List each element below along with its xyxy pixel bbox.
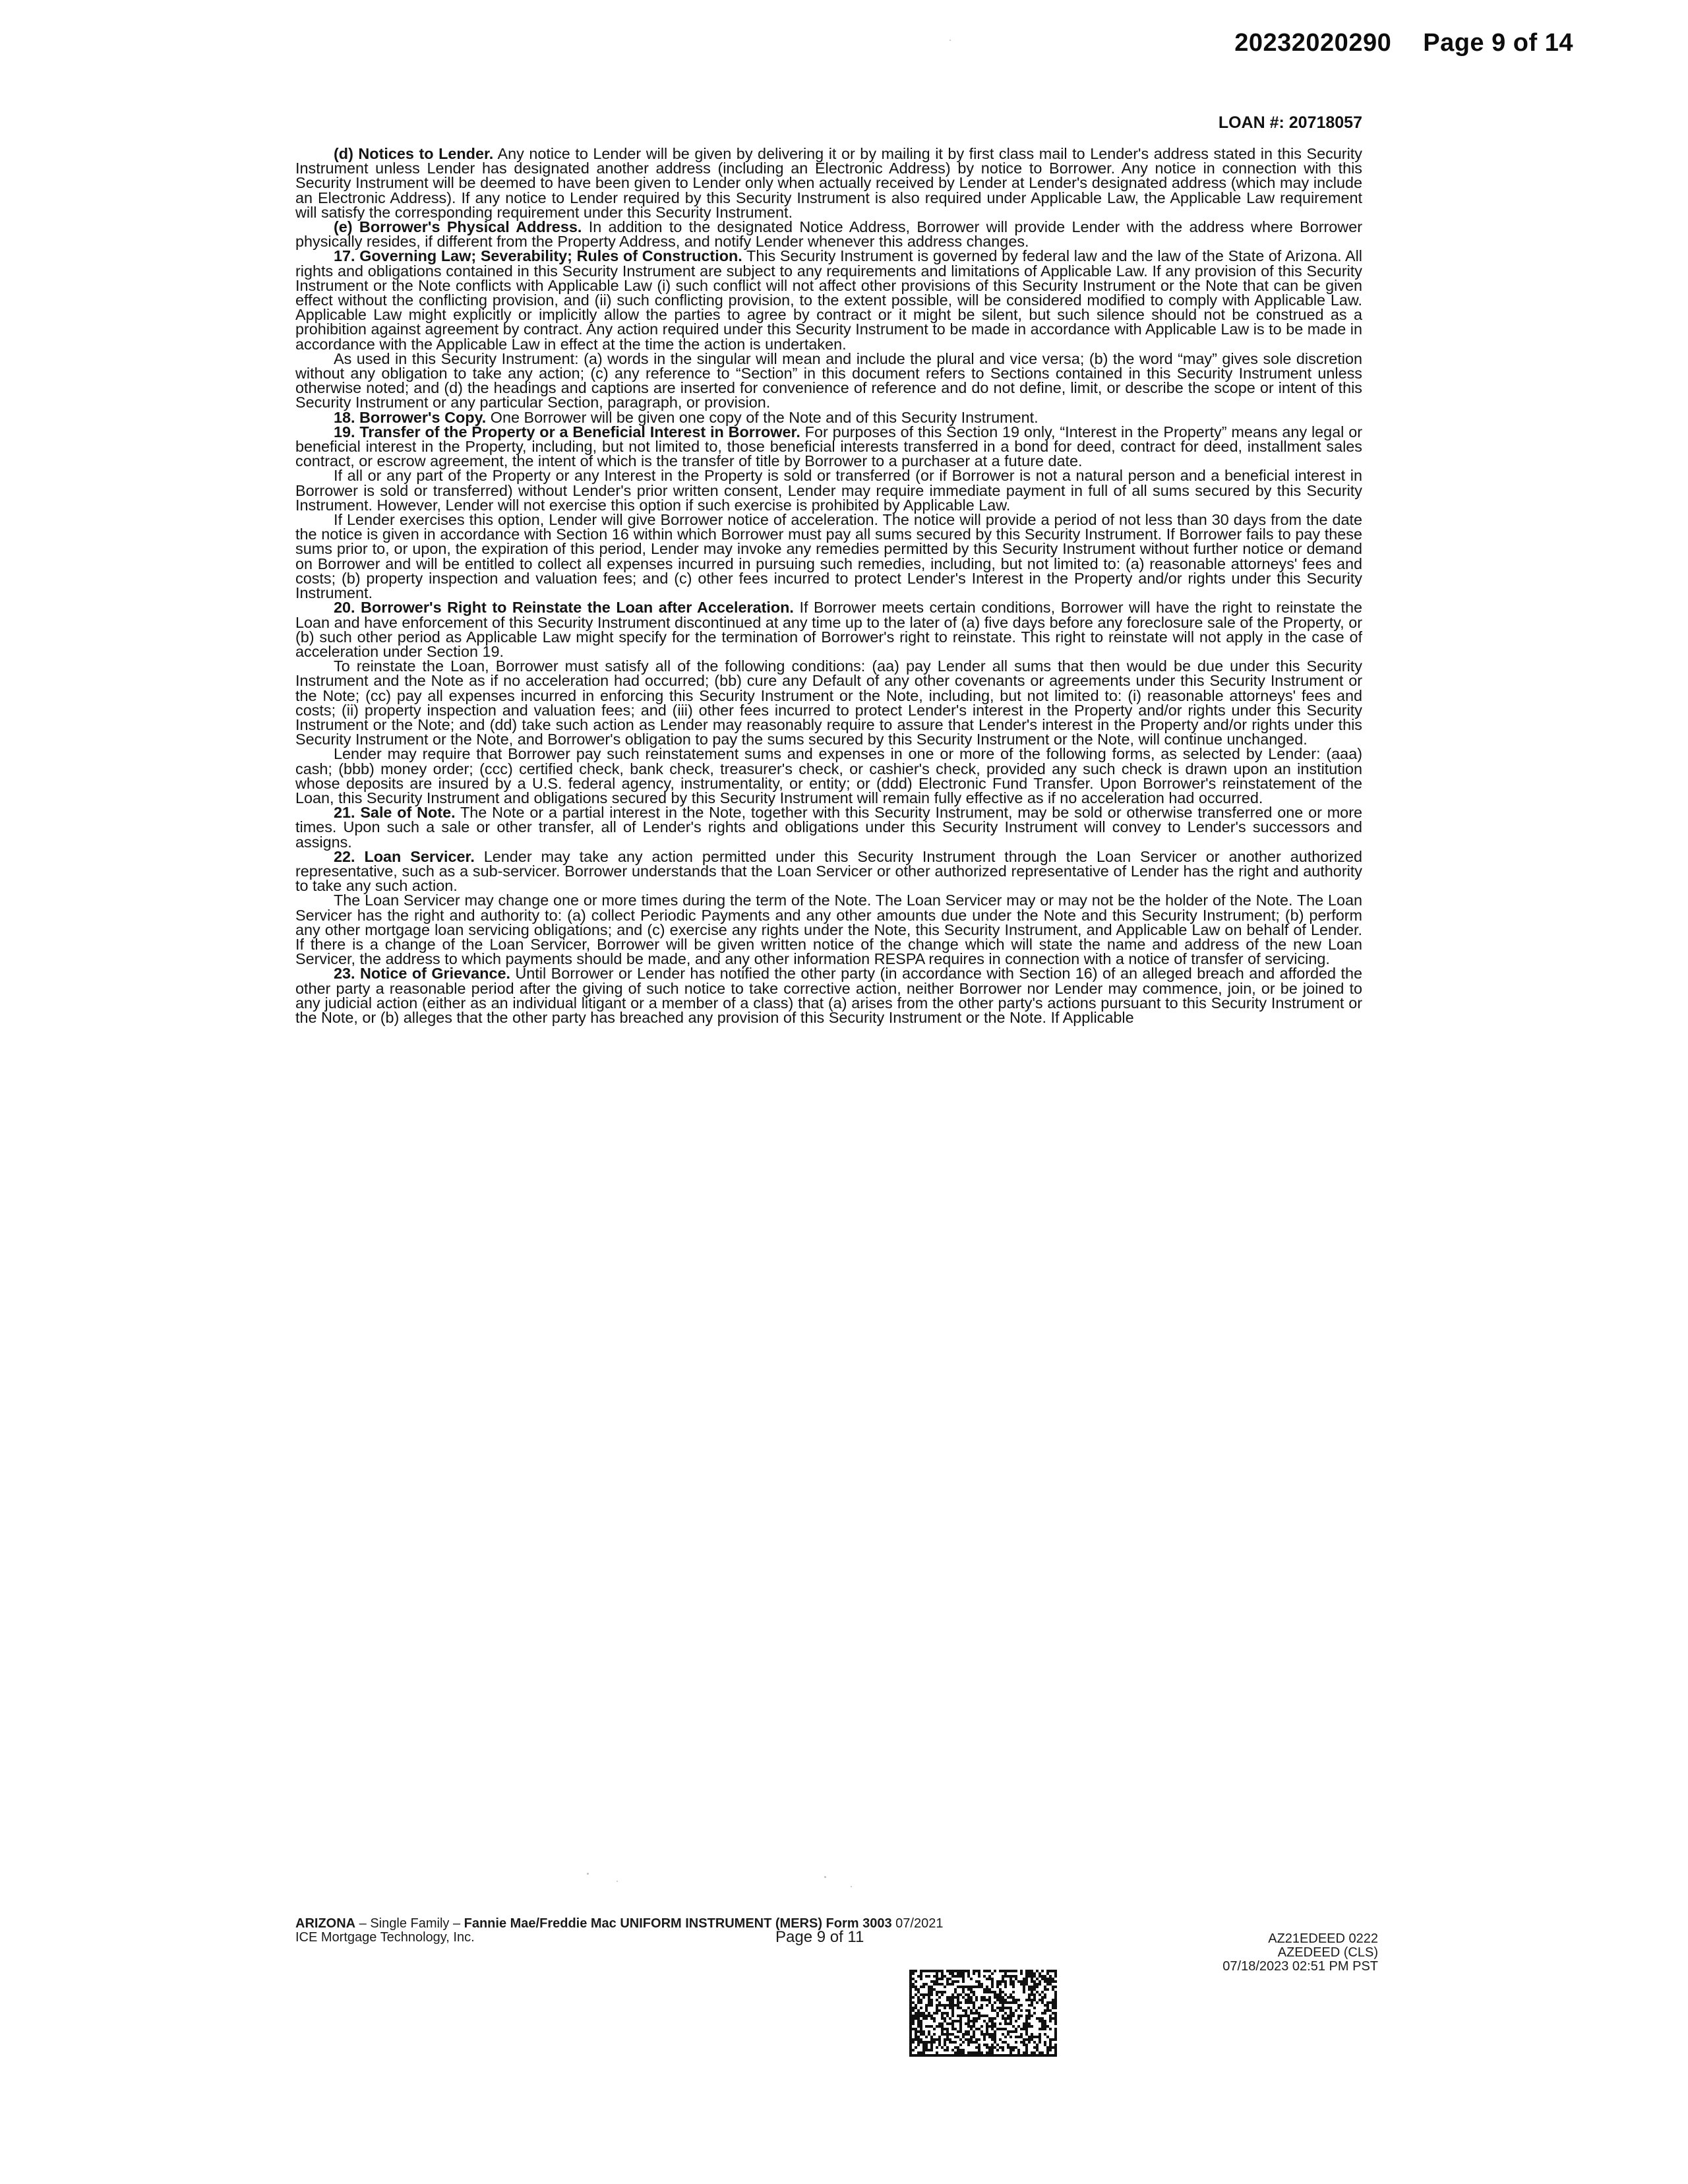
recording-page-number: Page 9 of 14 xyxy=(1423,29,1573,57)
section-22-loan-servicer xyxy=(295,849,1362,894)
paragraph-heading: 18. Borrower's Copy. xyxy=(334,408,487,426)
barcode-icon xyxy=(909,1970,1057,2057)
document-body xyxy=(295,146,1362,1851)
paragraph-text: The Note or a partial interest in the Note, together with this Security Instrument, may be sold or otherwise transferred one or more times. Upon such a sale or other transfer, all of Lender's rights and obligations under this Security Instrument will convey to Lender's successors and assigns. xyxy=(295,804,1362,851)
paragraph-text: Any notice to Lender will be given by delivering it or by mailing it by first class mail to Lender's address stated in this Security Instrument unless Lender has designated another address (including an Electronic Address) by notice to Borrower. Any notice in connection with this Security Instrument will be deemed to have been given to Lender only when actually received by Lender at Lender's designated address (which may include an Electronic Address). If any notice to Lender required by this Security Instrument is also required under Applicable Law, the Applicable Law requirement will satisfy the corresponding requirement under this Security Instrument. xyxy=(295,146,1362,221)
paragraph-text: As used in this Security Instrument: (a) words in the singular will mean and include the plural and vice versa; (b) the word “may” gives sole discretion without any obligation to take any action; (c) any reference to “Section” in this document refers to Sections contained in this Security Instrument unless otherwise noted; and (d) the headings and captions are inserted for convenience of reference and do not define, limit, or describe the scope or intent of this Security Instrument or any particular Section, paragraph, or provision. xyxy=(295,349,1362,411)
section-21-sale-of-note xyxy=(295,805,1362,849)
paragraph-servicer-change xyxy=(295,893,1362,966)
footer-company: ICE Mortgage Technology, Inc. xyxy=(295,1930,475,1945)
footer-state: ARIZONA xyxy=(295,1916,356,1931)
paragraph-text: If Lender exercises this option, Lender will give Borrower notice of acceleration. The notice will provide a period of not less than 30 days from the date the notice is given in accordance with Section 16 within which Borrower must pay all sums secured by this Security Instrument. If Borrower fails to pay these sums prior to, or upon, the expiration of this period, Lender may invoke any remedies permitted by this Security Instrument without further notice or demand on Borrower and will be entitled to collect all expenses incurred in pursuing such remedies, including, but not limited to: (a) reasonable attorneys' fees and costs; (b) property inspection and valuation fees; and (c) other fees incurred to protect Lender's Interest in the Property and/or rights under this Security Instrument. xyxy=(295,511,1362,602)
footer-code-2: AZEDEED (CLS) xyxy=(1277,1945,1378,1960)
footer-timestamp: 07/18/2023 02:51 PM PST xyxy=(1222,1959,1378,1974)
paragraph-text: Lender may take any action permitted under this Security Instrument through the Loan Servicer or another authorized representative, such as a sub-servicer. Borrower understands that the Loan Servicer or other authorized representative of Lender has the right and authority to take any such action. xyxy=(295,847,1362,895)
paragraph-rules-of-construction xyxy=(295,351,1362,410)
paragraph-text: In addition to the designated Notice Address, Borrower will provide Lender with the address where Borrower physically resides, if different from the Property Address, and notify Lender whenever this address changes. xyxy=(295,218,1362,251)
section-17-governing-law xyxy=(295,249,1362,351)
paragraph-text: The Loan Servicer may change one or more times during the term of the Note. The Loan Servicer may or may not be the holder of the Note. The Loan Servicer has the right and authority to: (a) collect Periodic Payments and any other amounts due under the Note and this Security Instrument; (b) perform any other mortgage loan servicing obligations; and (c) exercise any rights under the Note, this Security Instrument, and Applicable Law on behalf of Lender. If there is a change of the Loan Servicer, Borrower will be given written notice of the change which will state the name and address of the new Loan Servicer, the address to which payments should be made, and any other information RESPA requires in connection with a notice of transfer of servicing. xyxy=(295,892,1362,968)
paragraph-reinstatement-payment-forms xyxy=(295,746,1362,805)
scan-speck xyxy=(851,1886,852,1887)
paragraph-text: Until Borrower or Lender has notified the other party (in accordance with Section 16) of an alleged breach and afforded the other party a reasonable period after the giving of such notice to take corrective action, neither Borrower nor Lender may commence, join, or be joined to any judicial action (either as an individual litigant or a member of a class) that (a) arises from the other party's actions pursuant to this Security Instrument or the Note, or (b) alleges that the other party has breached any provision of this Security Instrument or the Note. If Applicable xyxy=(295,965,1362,1026)
paragraph-sale-without-consent xyxy=(295,468,1362,512)
document-number: 20232020290 xyxy=(1234,29,1392,57)
footer-code-1: AZ21EDEED 0222 xyxy=(1268,1931,1378,1946)
footer-form-name: Fannie Mae/Freddie Mac UNIFORM INSTRUMENT (MERS) Form 3003 xyxy=(464,1916,892,1931)
scan-speck xyxy=(824,1876,826,1878)
paragraph-text: This Security Instrument is governed by federal law and the law of the State of Arizona. All rights and obligations contained in this Security Instrument are subject to any requirements and limitations of Applicable Law. If any provision of this Security Instrument or the Note conflicts with Applicable Law (i) such conflict will not affect other provisions of this Security Instrument or the Note that can be given effect without the conflicting provision, and (ii) such conflicting provision, to the extent possible, will be considered modified to comply with Applicable Law. Applicable Law might explicitly or implicitly allow the parties to agree by contract or it might be silent, but such silence should not be construed as a prohibition against agreement by contract. Any action required under this Security Instrument to be made in accordance with Applicable Law is to be made in accordance with the Applicable Law in effect at the time the action is undertaken. xyxy=(295,247,1362,353)
paragraph-text: For purposes of this Section 19 only, “Interest in the Property” means any legal or beneficial interest in the Property, including, but not limited to, those beneficial interests transferred in a bond for deed, contract for deed, installment sales contract, or escrow agreement, the intent of which is the transfer of title by Borrower to a purchaser at a future date. xyxy=(295,423,1362,470)
paragraph-heading: 19. Transfer of the Property or a Beneficial Interest in Borrower. xyxy=(334,423,800,440)
footer-page-number: Page 9 of 11 xyxy=(775,1928,864,1946)
section-20-right-to-reinstate xyxy=(295,600,1362,659)
paragraph-heading: (e) Borrower's Physical Address. xyxy=(334,218,582,236)
scan-speck xyxy=(587,1873,589,1875)
paragraph-text: Lender may require that Borrower pay such reinstatement sums and expenses in one or more of the following forms, as selected by Lender: (aaa) cash; (bbb) money order; (ccc) certified check, bank check, treasurer's check, or cashier's check, provided any such check is drawn upon an institution whose deposits are insured by a U.S. federal agency, instrumentality, or entity; or (ddd) Electronic Fund Transfer. Upon Borrower's reinstatement of the Loan, this Security Instrument and obligations secured by this Security Instrument will remain fully effective as if no acceleration had occurred. xyxy=(295,745,1362,806)
paragraph-heading: 20. Borrower's Right to Reinstate the Loan after Acceleration. xyxy=(334,599,794,617)
paragraph-heading: (d) Notices to Lender. xyxy=(334,146,494,162)
paragraph-heading: 23. Notice of Grievance. xyxy=(334,965,510,983)
section-18-borrowers-copy xyxy=(295,410,1362,425)
paragraph-heading: 21. Sale of Note. xyxy=(334,804,456,822)
loan-number: LOAN #: 20718057 xyxy=(1218,113,1362,132)
section-19-transfer-of-property xyxy=(295,425,1362,469)
footer-codes xyxy=(1222,1932,1378,1974)
paragraph-notice-of-acceleration xyxy=(295,512,1362,600)
footer-form-date: 07/2021 xyxy=(891,1916,944,1931)
section-23-notice-of-grievance xyxy=(295,966,1362,1025)
paragraph-text: If all or any part of the Property or any Interest in the Property is sold or transferred (or if Borrower is not a natural person and a beneficial interest in Borrower is sold or transferred) without Lender's prior written consent, Lender may require immediate payment in full of all sums secured by this Security Instrument. However, Lender will not exercise this option if such exercise is prohibited by Applicable Law. xyxy=(295,467,1362,514)
paragraph-text: To reinstate the Loan, Borrower must satisfy all of the following conditions: (aa) pay Lender all sums that then would be due under this Security Instrument and the Note as if no acceleration had occurred; (bb) cure any Default of any other covenants or agreements under this Security Instrument or the Note; (cc) pay all expenses incurred in enforcing this Security Instrument or the Note, including, but not limited to: (i) reasonable attorneys' fees and costs; (ii) property inspection and valuation fees; and (iii) other fees incurred to protect Lender's interest in the Property and/or rights under this Security Instrument or the Note; and (dd) take such action as Lender may reasonably require to assure that Lender's interest in the Property and/or rights under this Security Instrument or the Note, and Borrower's obligation to pay the sums secured by this Security Instrument or the Note, will continue unchanged. xyxy=(295,657,1362,748)
paragraph-heading: 22. Loan Servicer. xyxy=(334,847,475,865)
paragraph-physical-address xyxy=(295,220,1362,249)
scan-speck xyxy=(950,40,951,41)
paragraph-reinstatement-conditions xyxy=(295,659,1362,746)
paragraph-text: If Borrower meets certain conditions, Borrower will have the right to reinstate the Loan and have enforcement of this Security Instrument discontinued at any time up to the later of (a) five days before any foreclosure sale of the Property, or (b) such other period as Applicable Law might specify for the termination of Borrower's right to reinstate. This right to reinstate will not apply in the case of acceleration under Section 19. xyxy=(295,599,1362,660)
paragraph-text: One Borrower will be given one copy of the Note and of this Security Instrument. xyxy=(486,408,1039,426)
paragraph-notices-to-lender xyxy=(295,146,1362,220)
scan-speck xyxy=(617,1881,618,1882)
paragraph-heading: 17. Governing Law; Severability; Rules of Construction. xyxy=(334,247,742,265)
footer-property-type: – Single Family – xyxy=(355,1916,464,1931)
recording-stamp xyxy=(1234,29,1573,57)
